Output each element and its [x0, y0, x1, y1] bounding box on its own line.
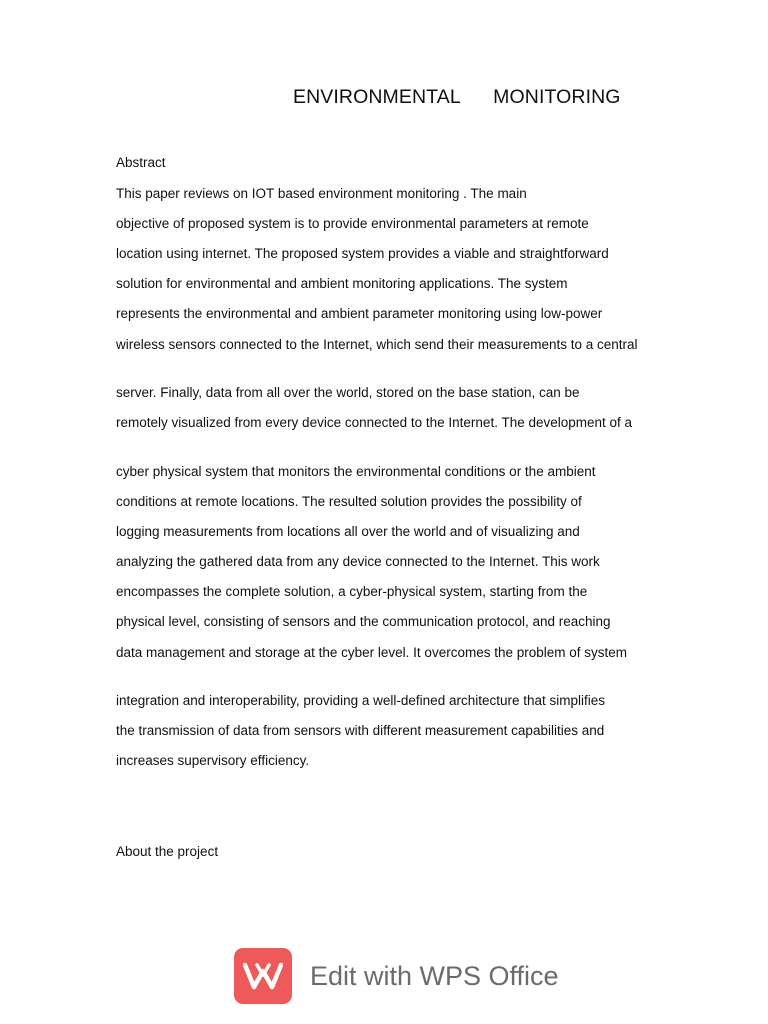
edit-with-wps-banner[interactable]: [234, 947, 559, 1005]
wps-banner-label: Edit with WPS Office: [310, 960, 559, 991]
abstract-line: logging measurements from locations all over the world and of visualizing and: [116, 524, 580, 539]
abstract-line: This paper reviews on IOT based environment monitoring . The main: [116, 186, 527, 201]
abstract-line: represents the environmental and ambient parameter monitoring using low-power: [116, 306, 603, 321]
abstract-line: increases supervisory efficiency.: [116, 753, 310, 768]
abstract-line: remotely visualized from every device connected to the Internet. The development of a: [116, 415, 633, 430]
about-project-heading: About the project: [116, 844, 219, 859]
abstract-line: solution for environmental and ambient monitoring applications. The system: [116, 276, 568, 291]
abstract-line: location using internet. The proposed system provides a viable and straightforward: [116, 246, 609, 261]
abstract-line: physical level, consisting of sensors and the communication protocol, and reaching: [116, 614, 611, 629]
abstract-line: conditions at remote locations. The resulted solution provides the possibility of: [116, 494, 582, 509]
abstract-line: cyber physical system that monitors the environmental conditions or the ambient: [116, 464, 596, 479]
abstract-line: encompasses the complete solution, a cyber-physical system, starting from the: [116, 584, 588, 599]
abstract-line: analyzing the gathered data from any device connected to the Internet. This work: [116, 554, 600, 569]
abstract-heading: Abstract: [116, 155, 166, 170]
abstract-line: data management and storage at the cyber level. It overcomes the problem of system: [116, 645, 628, 660]
abstract-line: integration and interoperability, providing a well-defined architecture that simplifies: [116, 693, 606, 708]
abstract-line: wireless sensors connected to the Internet, which send their measurements to a central: [116, 337, 638, 352]
abstract-line: server. Finally, data from all over the world, stored on the base station, can be: [116, 385, 580, 400]
document-title: ENVIRONMENTAL MONITORING: [293, 86, 621, 108]
wps-w-icon: [234, 948, 292, 1004]
abstract-line: objective of proposed system is to provide environmental parameters at remote: [116, 216, 589, 231]
abstract-line: the transmission of data from sensors with different measurement capabilities and: [116, 723, 605, 738]
